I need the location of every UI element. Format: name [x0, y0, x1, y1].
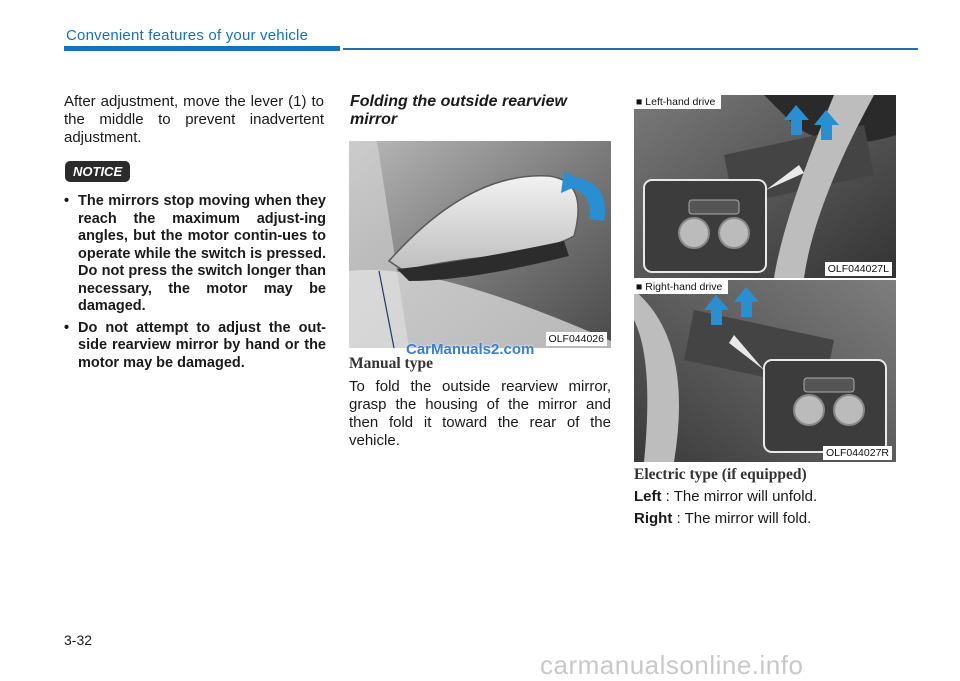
- notice-list: [64, 193, 326, 376]
- notice-item: • The mirrors stop moving when they reach the maximum adjust-ing angles, but the motor contin-ues to operate while the switch is pressed. Do not press the switch longer than necessary, the motor may be damaged.: [64, 193, 326, 316]
- left-hand-drive-figure: [634, 95, 896, 278]
- switch-panel-lhd: [634, 95, 896, 278]
- notice-badge: NOTICE: [65, 161, 130, 182]
- figure-label: ■ Right-hand drive: [634, 280, 728, 294]
- left-description: : The mirror will unfold.: [665, 488, 818, 505]
- switch-panel-rhd: [634, 280, 896, 462]
- folding-heading: Folding the outside rearview mirror: [350, 93, 567, 128]
- figure-label: ■ Left-hand drive: [634, 95, 721, 109]
- right-option: [634, 510, 811, 527]
- right-description: : The mirror will fold.: [676, 510, 812, 527]
- figure-code: OLF044027L: [825, 262, 892, 276]
- manual-type-paragraph: To fold the outside rearview mirror, grasp the housing of the mirror and then fold it toward the rear of the vehicle.: [349, 378, 611, 449]
- intro-paragraph: After adjustment, move the lever (1) to the middle to prevent inadvertent adjustment.: [64, 93, 324, 146]
- intro-block: [64, 93, 324, 147]
- mirror-illustration: [349, 141, 611, 348]
- manual-type-block: [349, 378, 611, 450]
- mirror-drawing: [349, 141, 611, 348]
- figure-code: OLF044026: [546, 332, 607, 346]
- left-option: [634, 488, 817, 505]
- watermark-text: CarManuals2.com: [406, 341, 535, 358]
- right-hand-drive-figure: [634, 280, 896, 462]
- right-key: Right: [634, 510, 673, 527]
- header-rule-thin: [343, 48, 918, 50]
- header-rule-thick: [64, 46, 340, 51]
- left-key: Left: [634, 488, 662, 505]
- site-watermark: carmanualsonline.info: [540, 650, 804, 680]
- page-number: 3-32: [64, 632, 93, 648]
- electric-type-heading: Electric type (if equipped): [634, 466, 807, 483]
- figure-code: OLF044027R: [823, 446, 892, 460]
- manual-type-heading: Manual type: [349, 355, 433, 372]
- notice-item: • Do not attempt to adjust the out-side rearview mirror by hand or the motor may be damaged.: [64, 320, 326, 373]
- section-title: Convenient features of your vehicle: [66, 27, 309, 44]
